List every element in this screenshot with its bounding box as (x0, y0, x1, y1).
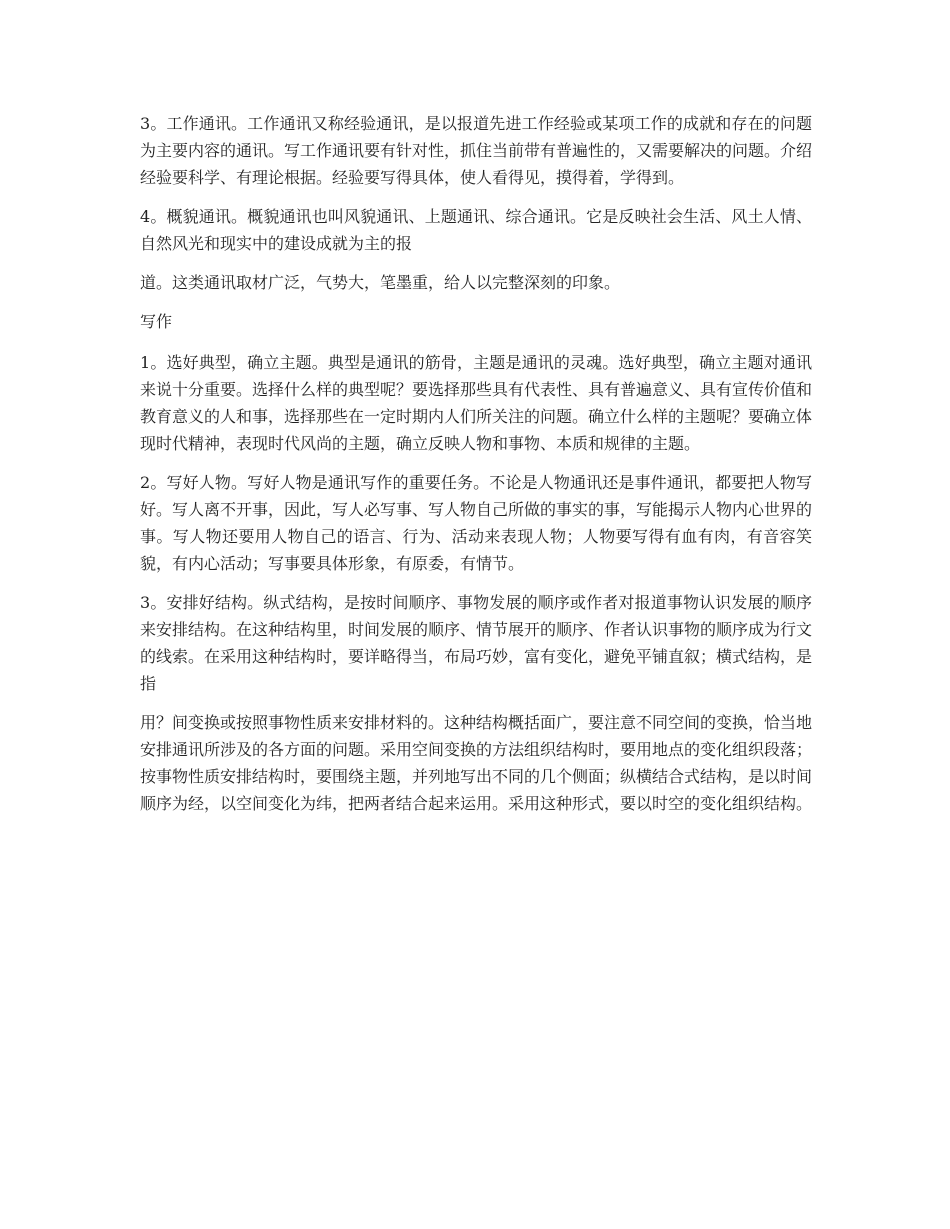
paragraph-work-newsletter: 3。工作通讯。工作通讯又称经验通讯，是以报道先进工作经验或某项工作的成就和存在的问题为主要内容的通讯。写工作通讯要有针对性，抓住当前带有普遍性的，又需要解决的问题。介绍经验要科学、有理论根据。经验要写得具体，使人看得见，摸得着，学得到。 (140, 114, 813, 187)
paragraph-choose-typical: 1。选好典型，确立主题。典型是通讯的筋骨，主题是通讯的灵魂。选好典型，确立主题对通讯来说十分重要。选择什么样的典型呢？要选择那些具有代表性、具有普遍意义、具有宣传价值和教育意义的人和事，选择那些在一定时期内人们所关注的问题。确立什么样的主题呢？要确立体现时代精神，表现时代风尚的主题，确立反映人物和事物、本质和规律的主题。 (140, 353, 813, 453)
document-body (140, 110, 812, 829)
paragraph-overview-continuation: 道。这类通讯取材广泛，气势大，笔墨重，给人以完整深刻的印象。 (140, 273, 621, 292)
paragraph-write-characters: 2。写好人物。写好人物是通讯写作的重要任务。不论是人物通讯还是事件通讯，都要把人物写好。写人离不开事，因此，写人必写事、写人物自己所做的事实的事，写能揭示人物内心世界的事。写人物还要用人物自己的语言、行为、活动来表现人物；人物要写得有血有肉，有音容笑貌，有内心活动；写事要具体形象，有原委，有情节。 (140, 473, 813, 573)
paragraph-arrange-structure: 3。安排好结构。纵式结构，是按时间顺序、事物发展的顺序或作者对报道事物认识发展的顺序来安排结构。在这种结构里，时间发展的顺序、情节展开的顺序、作者认识事物的顺序成为行文的线索。在采用这种结构时，要详略得当，布局巧妙，富有变化，避免平铺直叙；横式结构，是指 (140, 593, 813, 693)
paragraph-structure-continuation: 用？间变换或按照事物性质来安排材料的。这种结构概括面广，要注意不同空间的变换，恰当地安排通讯所涉及的各方面的问题。采用空间变换的方法组织结构时，要用地点的变化组织段落；按事物性质安排结构时，要围绕主题，并列地写出不同的几个侧面；纵横结合式结构，是以时间顺序为经，以空间变化为纬，把两者结合起来运用。采用这种形式，要以时空的变化组织结构。 (140, 713, 813, 813)
section-heading-writing: 写作 (140, 312, 173, 331)
paragraph-overview-newsletter: 4。概貌通讯。概貌通讯也叫风貌通讯、上题通讯、综合通讯。它是反映社会生活、风土人情、自然风光和现实中的建设成就为主的报 (140, 207, 812, 253)
